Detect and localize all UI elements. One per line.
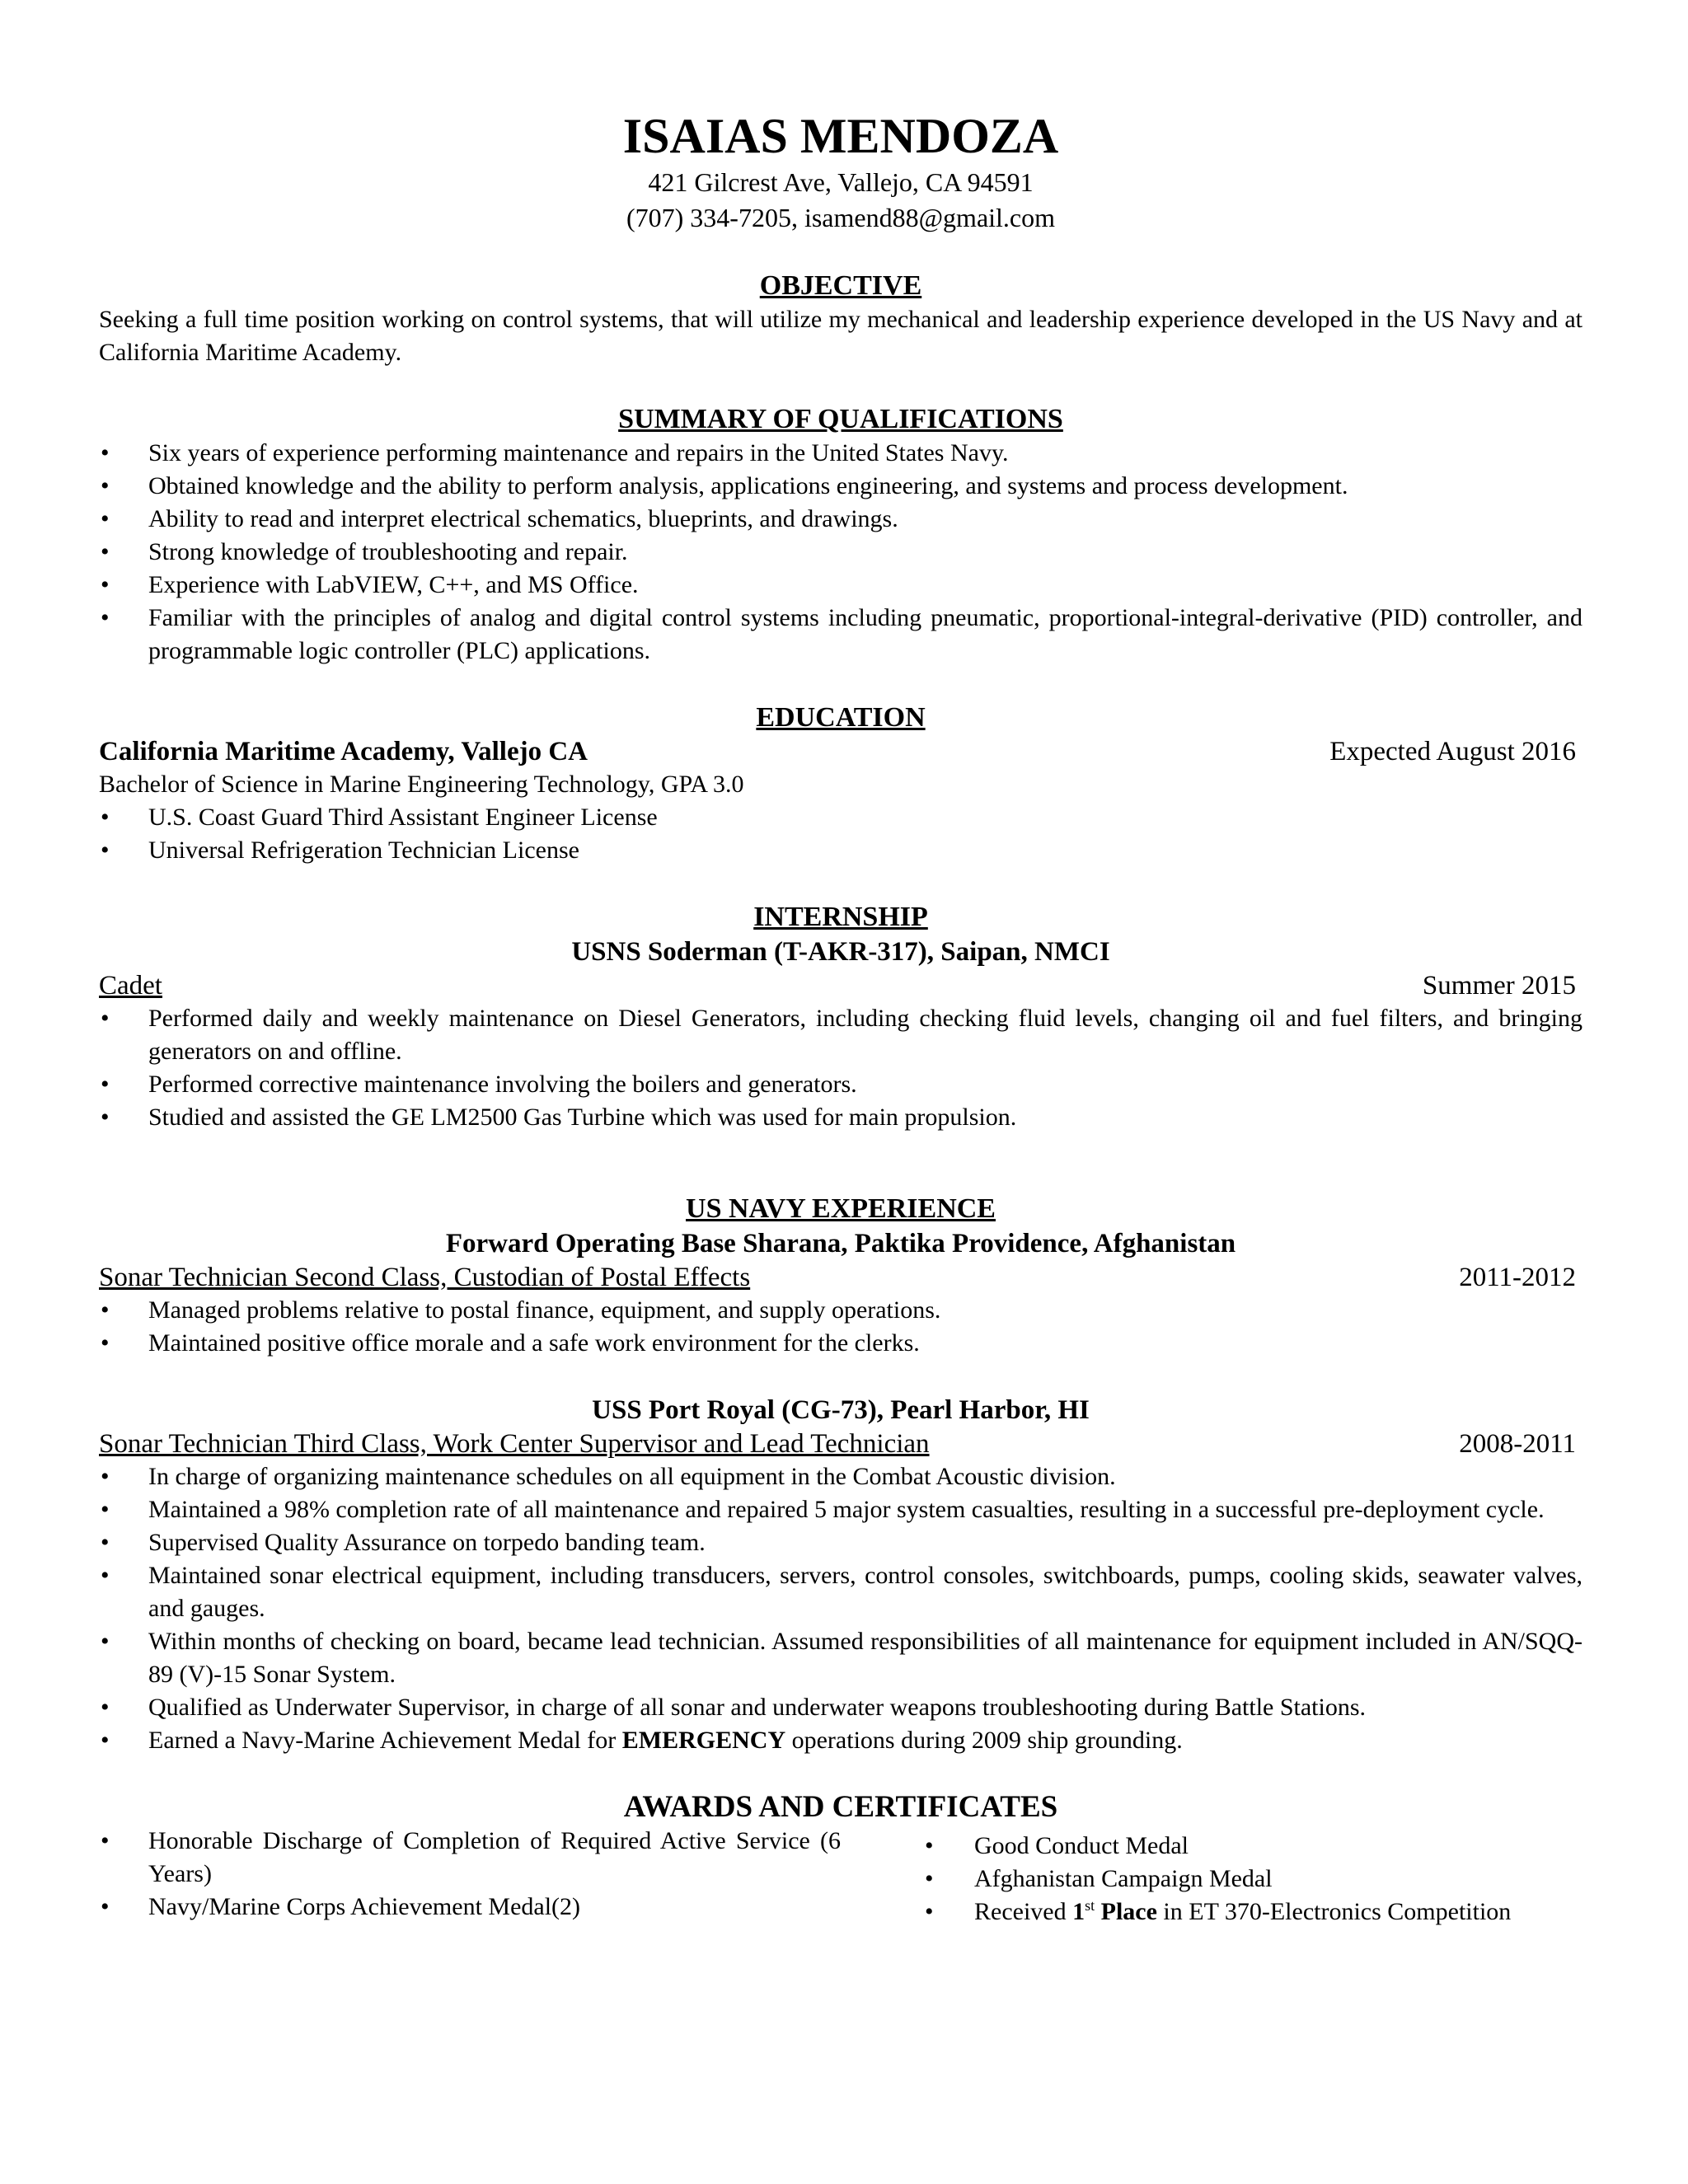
navy-date-1: 2011-2012: [1459, 1263, 1576, 1292]
list-item: • Studied and assisted the GE LM2500 Gas Turbine which was used for main propulsion.: [99, 1101, 1582, 1134]
navy-role-2: Sonar Technician Third Class, Work Center Supervisor and Lead Technician: [99, 1429, 930, 1459]
internship-role-row: [99, 969, 1582, 1002]
bullet-icon: •: [101, 1562, 110, 1589]
bullet-icon: •: [101, 1463, 110, 1490]
awards-right-column: [923, 1825, 1582, 1929]
bullet-icon: •: [101, 604, 110, 631]
bullet-icon: •: [101, 1005, 110, 1032]
awards-left-column: [99, 1825, 841, 1929]
awards-left-list: [99, 1825, 841, 1924]
list-item: • Navy/Marine Corps Achievement Medal(2): [99, 1891, 841, 1924]
bullet-icon: •: [101, 1893, 110, 1920]
list-item: • Universal Refrigeration Technician License: [99, 834, 1582, 867]
list-item: • Familiar with the principles of analog and digital control systems including pneumatic, proportional-integral-derivative (PID) controller, and programmable logic controller (PLC) applications.: [99, 602, 1582, 668]
internship-heading: INTERNSHIP: [753, 902, 928, 932]
navy-role-1: Sonar Technician Second Class, Custodian of Postal Effects: [99, 1263, 751, 1292]
navy-org-2: USS Port Royal (CG-73), Pearl Harbor, HI: [592, 1395, 1090, 1425]
list-item: • Managed problems relative to postal finance, equipment, and supply operations.: [99, 1294, 1582, 1327]
awards-right-list: [923, 1830, 1582, 1929]
bullet-icon: •: [101, 1628, 110, 1655]
internship-org: USNS Soderman (T-AKR-317), Saipan, NMCI: [571, 937, 1110, 967]
list-item: • Experience with LabVIEW, C++, and MS Office.: [99, 569, 1582, 602]
degree-text: Bachelor of Science in Marine Engineering Technology, GPA 3.0: [99, 771, 744, 798]
list-item: • Maintained positive office morale and a safe work environment for the clerks.: [99, 1327, 1582, 1360]
internship-date: Summer 2015: [1422, 971, 1576, 1001]
list-item: • Honorable Discharge of Completion of Required Active Service (6 Years): [99, 1825, 841, 1891]
internship-list: [99, 1002, 1582, 1134]
awards-columns: [99, 1825, 1582, 1929]
summary-list: [99, 437, 1582, 668]
list-item: • Received 1st Place in ET 370-Electronics Competition: [923, 1896, 1582, 1929]
navy-date-2: 2008-2011: [1459, 1429, 1576, 1459]
bullet-icon: •: [101, 472, 110, 499]
objective-text: Seeking a full time position working on control systems, that will utilize my mechanical and leadership experience developed in the US Navy and at California Maritime Academy.: [99, 306, 1582, 366]
candidate-name: ISAIAS MENDOZA: [622, 109, 1059, 163]
list-item: • Afghanistan Campaign Medal: [923, 1863, 1582, 1896]
bullet-icon: •: [101, 1329, 110, 1357]
education-header-row: [99, 735, 1582, 768]
list-item: • Obtained knowledge and the ability to perform analysis, applications engineering, and systems and process development.: [99, 470, 1582, 503]
bullet-icon: •: [101, 571, 110, 598]
navy-role-row-2: [99, 1427, 1582, 1460]
navy-role-row-1: [99, 1261, 1582, 1294]
education-list: [99, 801, 1582, 867]
bullet-icon: •: [101, 1104, 110, 1131]
education-date: Expected August 2016: [1329, 737, 1576, 766]
list-item: • Within months of checking on board, became lead technician. Assumed responsibilities of all maintenance for equipment included in AN/SQQ-89 (V)-15 Sonar System.: [99, 1625, 1582, 1691]
phone-email-line: (707) 334-7205, isamend88@gmail.com: [626, 203, 1056, 232]
resume-content: [99, 107, 1582, 1929]
list-item: • Performed corrective maintenance involving the boilers and generators.: [99, 1068, 1582, 1101]
list-item: • Six years of experience performing maintenance and repairs in the United States Navy.: [99, 437, 1582, 470]
list-item: • Good Conduct Medal: [923, 1830, 1582, 1863]
education-heading: EDUCATION: [756, 702, 926, 733]
list-item: • U.S. Coast Guard Third Assistant Engineer License: [99, 801, 1582, 834]
bullet-icon: •: [101, 837, 110, 864]
bullet-icon: •: [101, 505, 110, 532]
bullet-icon: •: [101, 1727, 110, 1754]
list-item: • Performed daily and weekly maintenance on Diesel Generators, including checking fluid levels, changing oil and fuel filters, and bringing generators on and offline.: [99, 1002, 1582, 1068]
bullet-icon: •: [101, 1827, 110, 1854]
bullet-icon: •: [925, 1898, 934, 1925]
summary-heading: SUMMARY OF QUALIFICATIONS: [618, 404, 1063, 434]
address-line: 421 Gilcrest Ave, Vallejo, CA 94591: [648, 167, 1034, 197]
bullet-icon: •: [925, 1865, 934, 1892]
bullet-icon: •: [101, 439, 110, 466]
bullet-icon: •: [101, 804, 110, 831]
internship-role: Cadet: [99, 971, 162, 1001]
list-item: • In charge of organizing maintenance schedules on all equipment in the Combat Acoustic division.: [99, 1460, 1582, 1493]
list-item: • Supervised Quality Assurance on torpedo banding team.: [99, 1526, 1582, 1559]
navy-list-2: [99, 1460, 1582, 1757]
school-name: California Maritime Academy, Vallejo CA: [99, 737, 588, 766]
objective-heading: OBJECTIVE: [759, 270, 922, 301]
navy-heading: US NAVY EXPERIENCE: [686, 1193, 996, 1224]
list-item: • Strong knowledge of troubleshooting and repair.: [99, 536, 1582, 569]
navy-list-1: [99, 1294, 1582, 1360]
bullet-icon: •: [101, 538, 110, 565]
list-item: • Maintained a 98% completion rate of all maintenance and repaired 5 major system casualties, resulting in a successful pre-deployment cycle.: [99, 1493, 1582, 1526]
bullet-icon: •: [101, 1694, 110, 1721]
bullet-icon: •: [101, 1071, 110, 1098]
bullet-icon: •: [101, 1296, 110, 1324]
bullet-icon: •: [101, 1496, 110, 1523]
bullet-icon: •: [101, 1529, 110, 1556]
awards-heading: AWARDS AND CERTIFICATES: [623, 1790, 1058, 1824]
list-item: • Maintained sonar electrical equipment, including transducers, servers, control consoles, switchboards, pumps, cooling skids, seawater valves, and gauges.: [99, 1559, 1582, 1625]
list-item: • Ability to read and interpret electrical schematics, blueprints, and drawings.: [99, 503, 1582, 536]
list-item: • Earned a Navy-Marine Achievement Medal for EMERGENCY operations during 2009 ship grounding.: [99, 1724, 1582, 1757]
navy-org-1: Forward Operating Base Sharana, Paktika Providence, Afghanistan: [445, 1229, 1236, 1258]
bullet-icon: •: [925, 1832, 934, 1859]
list-item: • Qualified as Underwater Supervisor, in charge of all sonar and underwater weapons troubleshooting during Battle Stations.: [99, 1691, 1582, 1724]
